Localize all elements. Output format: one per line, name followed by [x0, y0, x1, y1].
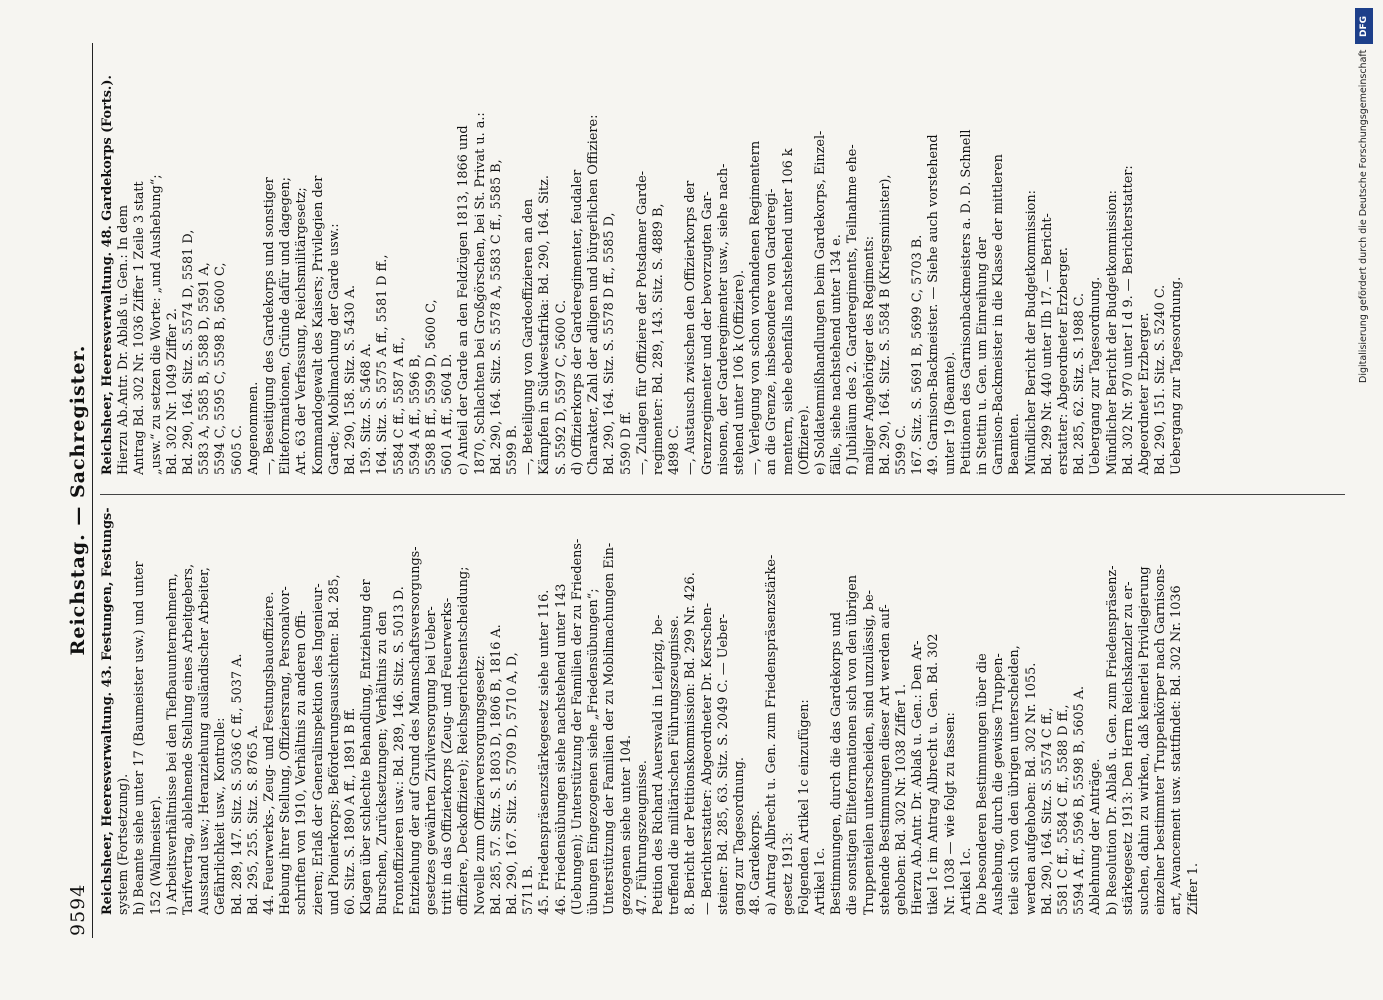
text-line: tritt in das Offizierkorps (Zeug- und Feuerwerks-: [440, 597, 456, 915]
text-line: Charakter, Zahl der adligen und bürgerlichen Offiziere:: [586, 114, 602, 475]
text-line: Entziehung der auf Grund des Mannschaftsversorgungs-: [407, 546, 423, 915]
text-line: teile sich von den übrigen unterscheiden,: [1007, 645, 1023, 915]
text-line: in Stettin u. Gen. um Einreihung der: [974, 237, 990, 475]
text-line: Bd. 285, 57. Sitz. S. 1803 D, 1806 B, 1816 A.: [488, 624, 504, 915]
text-line: Garnison-Backmeister in die Klasse der mittleren: [991, 154, 1007, 475]
text-line: 5599 B.: [505, 424, 521, 475]
text-line: 5584 C ff., 5587 A ff.,: [391, 336, 407, 475]
text-line: offiziere, Deckoffiziere); Reichsgerichtsentscheidung;: [456, 566, 472, 915]
text-line: b) Resolution Dr. Ablaß u. Gen. zum Friedenspräsenz-: [1104, 565, 1120, 915]
text-line: 5594 A ff., 5596 B,: [407, 354, 423, 475]
text-line: treffend die militärischen Führungszeugnisse.: [667, 615, 683, 915]
text-line: Burschen, Zurücksetzungen; Verhältnis zu den: [375, 611, 391, 915]
text-line: Uebergang zur Tagesordnung.: [1088, 276, 1104, 475]
text-line: Unterstützung der Familien der zu Mobilmachungen Ein-: [602, 542, 618, 915]
text-line: 47. Führungszeugnisse.: [634, 760, 650, 915]
text-line: 164. Sitz. S. 5575 A ff., 5581 D ff.,: [375, 254, 391, 475]
text-line: Gefährlichkeit usw., Kontrolle:: [213, 717, 229, 915]
text-line: Bd. 299 Nr. 440 unter IIb 17. — Bericht-: [1039, 213, 1055, 475]
text-line: regimenter: Bd. 289, 143. Sitz. S. 4889 B,: [650, 203, 666, 475]
text-line: 5599 C.: [893, 424, 909, 475]
text-line: Petitionen des Garnisonbackmeisters a. D. D. Schnell: [958, 129, 974, 475]
text-line: Bestimmungen, durch die das Gardekorps und: [829, 612, 845, 915]
right-column: [100, 67, 1186, 475]
text-line: 5711 B.: [521, 864, 537, 915]
text-line: Uebergang zur Tagesordnung.: [1169, 276, 1185, 475]
text-line: 5605 C.: [229, 424, 245, 475]
text-line: 5594 A ff., 5596 B, 5598 B, 5605 A.: [1072, 685, 1088, 915]
text-line: f) Jubiläum des 2. Garderegiments, Teilnahme ehe-: [845, 144, 861, 475]
text-line: an die Grenze, insbesondere von Garderegi-: [764, 188, 780, 475]
text-line: Artikel 1c.: [812, 847, 828, 915]
text-line: suchen, dahin zu wirken, daß keinerlei Privilegierung: [1137, 566, 1152, 915]
text-line: stärkegesetz 1913: Den Herrn Reichskanzler zu er-: [1120, 581, 1136, 915]
text-line: system (Fortsetzung).: [116, 773, 132, 915]
text-line: 8. Bericht der Petitionskommission: Bd. 299 Nr. 426.: [683, 572, 699, 915]
text-line: gehoben: Bd. 302 Nr. 1038 Ziffer 1.: [893, 683, 909, 915]
text-line: stehende Bestimmungen dieser Art werden auf-: [877, 604, 893, 915]
text-line: Hierzu Ab.Antr. Dr. Ablaß u. Gen.: In dem: [116, 205, 132, 475]
text-line: die sonstigen Eliteformationen sich von den übrigen: [845, 574, 861, 915]
column-separator: [100, 494, 1345, 495]
text-line: Petition des Richard Auerswald in Leipzig, be-: [650, 614, 666, 915]
text-line: Garde; Mobilmachung der Garde usw.:: [326, 223, 342, 475]
text-line: Artikel 1c.: [958, 847, 974, 915]
text-line: 5601 A ff., 5604 D.: [440, 353, 456, 475]
text-line: steiner: Bd. 285, 63. Sitz. S. 2049 C. — Ueber-: [715, 613, 731, 915]
running-title: Reichstag. — Sachregister.: [67, 344, 89, 656]
text-line: Bd. 290, 164. Sitz. S. 5574 D, 5581 D,: [181, 229, 197, 475]
text-line: Bd. 290, 164. Sitz. S. 5584 B (Kriegsminister),: [877, 174, 893, 475]
text-line: zieren; Erlaß der Generalinspektion des Ingenieur-: [310, 583, 326, 915]
text-line: Folgenden Artikel 1c einzufügen:: [796, 699, 812, 915]
text-line: Bd. 289, 147. Sitz. S. 5036 C ff., 5037 A.: [229, 653, 245, 915]
text-line: Tarifvertrag, ablehnende Stellung eines Arbeitgebers,: [181, 563, 197, 915]
text-line: gesetz 1913:: [780, 832, 796, 915]
text-line: Bd. 302 Nr. 970 unter I d 9. — Berichterstatter:: [1120, 165, 1136, 475]
dfg-logo: DFG: [1355, 8, 1373, 44]
text-line: Aushebung, durch die gewisse Truppen-: [991, 653, 1007, 915]
text-line: gezogenen siehe unter 104.: [618, 734, 634, 915]
text-line: 46. Friedensübungen siehe nachstehend unter 143: [553, 583, 569, 915]
text-line: 49. Garnison-Backmeister. — Siehe auch vorstehend: [926, 134, 942, 475]
text-line: maliger Angehöriger des Regiments:: [861, 235, 877, 475]
text-line: 48. Gardekorps.: [748, 810, 764, 915]
text-line: Truppenteilen unterscheiden, sind unzulässig, be-: [861, 590, 877, 915]
text-line: e) Soldatenmißhandlungen beim Gardekorps, Einzel-: [812, 130, 828, 475]
text-line: Bd. 290, 164. Sitz. S. 5578 D ff., 5585 D,: [602, 212, 618, 475]
text-line: 60. Sitz. S. 1890 A ff., 1891 B ff.: [343, 707, 359, 915]
text-line: 167. Sitz. S. 5691 B, 5699 C, 5703 B.: [910, 234, 926, 475]
left-column: [100, 507, 1202, 915]
text-line: gesetzes gewährten Zivilversorgung bei Ueber-: [424, 606, 440, 915]
text-line: schriften von 1910, Verhältnis zu anderen Offi-: [294, 610, 310, 915]
text-line: 5590 D ff.: [618, 411, 634, 475]
text-line: Abgeordneter Erzberger.: [1137, 312, 1152, 475]
text-line: Grenzregimenter und der bevorzugten Gar-: [699, 191, 715, 475]
text-line: 5581 C ff., 5584 C ff., 5588 D ff.,: [1055, 704, 1071, 915]
text-line: nisonen, der Garderegimenter usw., siehe nach-: [715, 163, 731, 475]
text-line: —, Verlegung von schon vorhandenen Regimentern: [748, 140, 764, 475]
text-line: Novelle zum Offizierversorgungsgesetz:: [472, 655, 488, 915]
text-line: art, Avancement usw. stattfindet: Bd. 302 Nr. 1036: [1169, 585, 1185, 915]
text-line: — Berichterstatter: Abgeordneter Dr. Kerschen-: [699, 602, 715, 915]
text-line: (Uebungen); Unterstützung der Familien der zu Friedens-: [569, 538, 585, 915]
text-line: unter 19 (Beamte).: [942, 351, 958, 475]
text-line: Kommandogewalt des Kaisers; Privilegien der: [310, 175, 326, 475]
text-line: Bd. 290, 158. Sitz. S. 5430 A.: [343, 284, 359, 475]
text-line: und Pionierkorps; Beförderungsaussichten: Bd. 285,: [326, 574, 342, 915]
text-line: Bd. 285, 62. Sitz. S. 1988 C.: [1072, 292, 1088, 475]
text-line: Frontoffizieren usw.: Bd. 289, 146. Sitz. S. 5013 D.: [391, 586, 407, 915]
text-line: —, Beteiligung von Gardeoffizieren an den: [521, 198, 537, 475]
text-line: Die besonderen Bestimmungen über die: [974, 653, 990, 915]
text-line: Bd. 290, 167. Sitz. S. 5709 D, 5710 A, D,: [505, 652, 521, 915]
text-line: i) Arbeitsverhältnisse bei den Tiefbauunternehmern,: [164, 573, 180, 915]
text-line: —, Beseitigung des Gardekorps und sonstiger: [262, 177, 278, 475]
text-line: stehend unter 106 k (Offiziere).: [731, 269, 747, 475]
text-line: fälle, siehe nachstehend unter 134 e.: [829, 234, 845, 475]
text-line: 5583 A, 5585 B, 5588 D, 5591 A,: [197, 262, 213, 475]
text-line: a) Antrag Albrecht u. Gen. zum Friedenspräsenzstärke-: [764, 554, 780, 915]
text-line: 159. Sitz. S. 5468 A.: [359, 343, 375, 475]
text-line: Ausstand usw.; Heranziehung ausländischer Arbeiter,: [197, 567, 213, 915]
text-line: Mündlicher Bericht der Budgetkommission:: [1104, 190, 1120, 475]
text-line: 44. Feuerwerks-, Zeug- und Festungsbauoffiziere.: [262, 591, 278, 915]
text-line: Angenommen.: [245, 381, 261, 475]
header-rule: [92, 43, 93, 938]
text-line: 152 (Wallmeister).: [148, 795, 164, 915]
text-line: Reichsheer, Heeresverwaltung. 43. Festungen, Festungs-: [100, 507, 115, 915]
page-header: [55, 0, 95, 1000]
text-line: —, Austausch zwischen den Offizierkorps der: [683, 180, 699, 475]
text-line: 5594 C, 5595 C, 5598 B, 5600 C,: [213, 262, 229, 475]
text-line: „usw.“ zu setzen die Worte: „und Aushebung“;: [148, 174, 164, 475]
text-line: 45. Friedenspräsenzstärkegesetz siehe unter 116.: [537, 589, 553, 915]
text-line: Antrag Bd. 302 Nr. 1036 Ziffer 1 Zeile 3 statt: [132, 181, 148, 475]
text-line: d) Offizierkorps der Garderegimenter, feudaler: [569, 169, 585, 475]
text-line: Ziffer 1.: [1185, 862, 1201, 915]
text-line: mentern, siehe ebenfalls nachstehend unter 106 k: [780, 148, 796, 475]
text-line: Bd. 290, 164. Sitz. S. 5578 A, 5583 C ff., 5585 B,: [488, 159, 504, 475]
text-line: Bd. 290, 164. Sitz. S. 5574 C ff.,: [1039, 707, 1055, 915]
text-line: Reichsheer, Heeresverwaltung. 48. Gardekorps (Forts.).: [100, 75, 115, 475]
text-line: Kämpfen in Südwestafrika: Bd. 290, 164. Sitz.: [537, 175, 553, 475]
text-line: tikel 1c im Antrag Albrecht u. Gen. Bd. 302: [926, 633, 942, 915]
text-line: (Offiziere).: [796, 405, 812, 475]
text-line: h) Beamte siehe unter 17 (Baumeister usw.) und unter: [132, 561, 148, 915]
text-line: übungen Eingezogenen siehe „Friedensübungen“;: [586, 588, 602, 915]
page-number: 9594: [67, 883, 89, 936]
text-line: Hebung ihrer Stellung, Offiziersrang, Personalvor-: [278, 586, 294, 915]
text-line: Ablehnung der Anträge.: [1088, 758, 1104, 915]
digitization-note: Digitalisierung gefördert durch die Deutsche Forschungsgemeinschaft: [1358, 50, 1369, 384]
text-line: —, Zulagen für Offiziere der Potsdamer Garde-: [634, 170, 650, 475]
text-line: c) Anteil der Garde an den Feldzügen 1813, 1866 und: [456, 125, 472, 475]
text-line: Bd. 290, 151. Sitz. S. 5240 C.: [1153, 284, 1169, 475]
text-line: Hierzu Ab.Antr. Dr. Ablaß u. Gen.: Den Ar-: [910, 640, 926, 915]
text-line: Eliteformationen, Gründe dafür und dagegen;: [278, 177, 294, 475]
text-line: 1870, Schlachten bei Großgörschen, bei St. Privat u. a.:: [472, 112, 488, 475]
text-line: einzelner bestimmter Truppenkörper nach Garnisons-: [1153, 564, 1169, 915]
text-line: Mündlicher Bericht der Budgetkommission:: [1023, 190, 1039, 475]
text-line: erstatter: Abgeordneter Erzberger.: [1055, 247, 1071, 475]
text-line: S. 5592 D, 5597 C, 5600 C.: [553, 299, 569, 475]
text-line: werden aufgehoben: Bd. 302 Nr. 1055.: [1023, 662, 1039, 915]
text-line: Bd. 302 Nr. 1049 Ziffer 2.: [164, 308, 180, 475]
text-line: Nr. 1038 — wie folgt zu fassen:: [942, 712, 958, 915]
text-line: Art. 63 der Verfassung, Reichsmilitärgesetz;: [294, 187, 310, 475]
text-line: 5598 B ff., 5599 D, 5600 C,: [424, 299, 440, 475]
text-line: Bd. 295, 255. Sitz. S. 8765 A.: [245, 724, 261, 915]
text-line: gang zur Tagesordnung.: [731, 757, 747, 915]
text-line: Beamten.: [1007, 413, 1023, 475]
text-line: Klagen über schlechte Behandlung, Entziehung der: [359, 579, 375, 915]
text-line: 4898 C.: [667, 424, 683, 475]
